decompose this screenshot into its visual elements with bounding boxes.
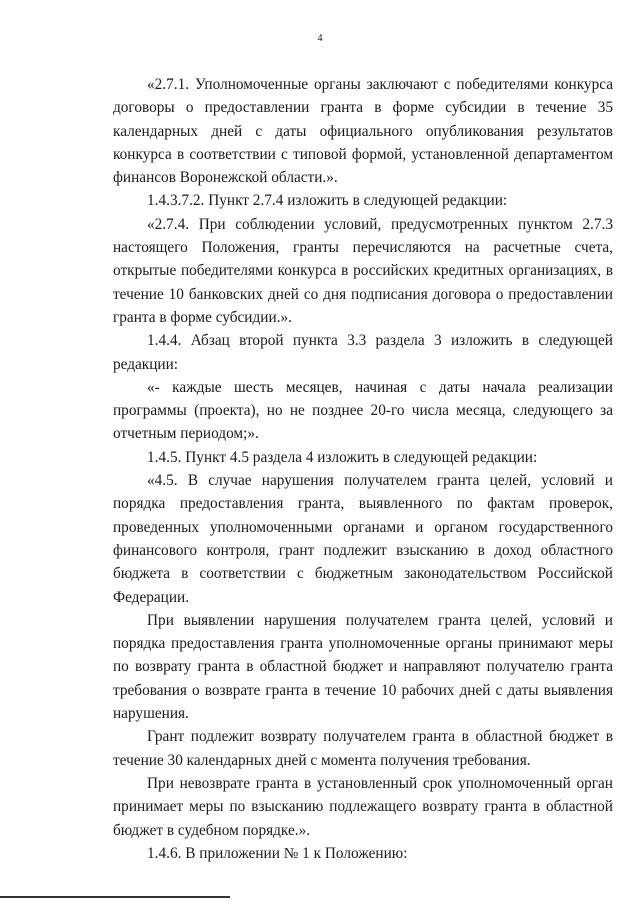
paragraph-2-7-4: «2.7.4. При соблюдении условий, предусмотренных пунктом 2.7.3 настоящего Положения, гранты перечисляются на расчетные счета, открытые победителями конкурса в российских кредитных организациях, в течение 10 банковских дней со дня подписания договора о предоставлении гранта в форме субсидии.». xyxy=(113,215,613,326)
paragraph-1-4-4: 1.4.4. Абзац второй пункта 3.3 раздела 3 изложить в следующей редакции: xyxy=(113,332,613,373)
paragraph-1-4-3-7-2: 1.4.3.7.2. Пункт 2.7.4 изложить в следующей редакции: xyxy=(147,192,508,210)
document-body xyxy=(113,73,613,865)
page-bottom-divider xyxy=(0,896,230,898)
paragraph-violation-detected: При выявлении нарушения получателем гранта целей, условий и порядка предоставления гранта уполномоченные органы принимают меры по возврату гранта в областной бюджет и направляют получателю гранта требования о возврате гранта в течение 10 рабочих дней с даты выявления нарушения. xyxy=(113,611,613,723)
paragraph-grant-return: Грант подлежит возврату получателем гранта в областной бюджет в течение 30 календарных дней с момента получения требования. xyxy=(113,728,613,769)
paragraph-non-return: При невозврате гранта в установленный срок уполномоченный орган принимает меры по взысканию подлежащего возврату гранта в областной бюджет в судебном порядке.». xyxy=(113,774,613,839)
paragraph-2-7-1: «2.7.1. Уполномоченные органы заключают с победителями конкурса договоры о предоставлении гранта в форме субсидии в течение 35 календарных дней с даты официального опубликования результатов конкурса в соответствии с типовой формой, установленной департаментом финансов Воронежской области.». xyxy=(113,76,613,187)
paragraph-1-4-5: 1.4.5. Пункт 4.5 раздела 4 изложить в следующей редакции: xyxy=(147,448,538,466)
paragraph-1-4-6: 1.4.6. В приложении № 1 к Положению: xyxy=(147,844,408,862)
page-number: 4 xyxy=(317,33,323,44)
paragraph-4-5: «4.5. В случае нарушения получателем гранта целей, условий и порядка предоставления гранта, выявленного по фактам проверок, проведенных уполномоченными органами и органом государственного финансового контроля, грант подлежит взысканию в доход областного бюджета в соответствии с бюджетным законодательством Российской Федерации. xyxy=(113,472,613,606)
paragraph-every-six-months: «- каждые шесть месяцев, начиная с даты начала реализации программы (проекта), но не позднее 20-го числа месяца, следующего за отчетным периодом;». xyxy=(113,378,613,443)
